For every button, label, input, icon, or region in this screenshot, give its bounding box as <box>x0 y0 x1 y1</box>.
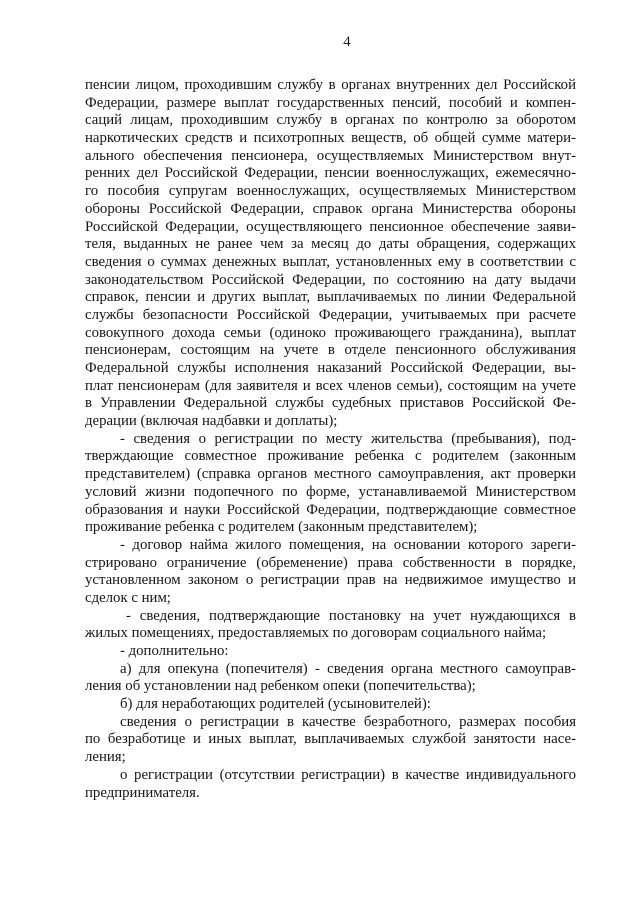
paragraph <box>85 537 576 608</box>
text-line: Федерации, размере выплат государственных пенсий, пособий и компен- <box>85 94 576 111</box>
paragraph <box>85 608 576 643</box>
text-line: теля, выданных не ранее чем за месяц до даты обращения, содержащих <box>85 236 576 253</box>
text-line: наркотических средств и психотропных веществ, об общей сумме матери- <box>85 130 576 147</box>
text-line: законодательством Российской Федерации, по состоянию на дату выдачи <box>85 271 576 288</box>
text-line: службы безопасности Российской Федерации, учитываемых при расчете <box>85 306 576 323</box>
text-line: пенсионерам, состоящим на учете в отделе пенсионного обслуживания <box>85 342 576 359</box>
text-line: о регистрации (отсутствии регистрации) в качестве индивидуального <box>120 766 576 783</box>
text-line: проживание ребенка с родителем (законным представителем); <box>85 519 478 536</box>
text-line: го пособия супругам военнослужащих, осуществляемых Министерством <box>85 183 576 200</box>
text-line: - сведения, подтверждающие постановку на учет нуждающихся в <box>126 607 576 624</box>
paragraph <box>85 643 576 661</box>
paragraph <box>85 767 576 802</box>
text-line: - сведения о регистрации по месту жительства (пребывания), под- <box>120 430 576 447</box>
text-line: плат пенсионерам (для заявителя и всех членов семьи), состоящим на учете <box>85 377 576 394</box>
text-line: пенсии лицом, проходившим службу в органах внутренних дел Российской <box>85 77 576 93</box>
paragraph <box>85 696 576 714</box>
text-line: обороны Российской Федерации, справок органа Министерства обороны <box>85 200 576 217</box>
paragraph <box>85 661 576 696</box>
text-line: условий жизни подопечного по форме, устанавливаемой Министерством <box>85 483 576 500</box>
paragraph <box>85 431 576 537</box>
text-line: ления об установлении над ребенком опеки (попечительства); <box>85 678 476 695</box>
page-number: 4 <box>343 34 351 50</box>
text-line: справок, пенсии и других выплат, выплачиваемых по линии Федеральной <box>85 289 576 306</box>
text-line: предпринимателя. <box>85 784 200 801</box>
text-line: представителем) (справка органов местного самоуправления, акт проверки <box>85 466 576 483</box>
text-line: б) для неработающих родителей (усыновителей): <box>120 696 431 713</box>
text-line: сведения о регистрации в качестве безработного, размерах пособия <box>120 713 576 730</box>
text-line: тверждающие совместное проживание ребенка с родителем (законным <box>85 448 576 465</box>
text-line: ления; <box>85 749 126 766</box>
text-line: установленном законом о регистрации прав на недвижимое имущество и <box>85 572 576 589</box>
text-line: совокупного дохода семьи (одиноко проживающего гражданина), выплат <box>85 324 576 341</box>
body-text <box>85 77 576 802</box>
text-line: - дополнительно: <box>120 643 229 659</box>
paragraph <box>85 77 576 431</box>
text-line: Российской Федерации, осуществляющего пенсионное обеспечение заяви- <box>85 218 576 235</box>
text-line: дерации (включая надбавки и доплаты); <box>85 413 338 430</box>
text-line: по безработице и иных выплат, выплачиваемых службой занятости насе- <box>85 731 576 748</box>
text-line: ального обеспечения пенсионера, осуществляемых Министерством внут- <box>85 147 576 164</box>
text-line: а) для опекуна (попечителя) - сведения органа местного самоуправ- <box>120 660 576 677</box>
text-line: - договор найма жилого помещения, на основании которого зареги- <box>120 536 576 553</box>
text-line: саций лицам, проходившим службу в органах по контролю за оборотом <box>85 112 576 129</box>
text-line: образования и науки Российской Федерации, подтверждающие совместное <box>85 501 576 518</box>
text-line: сведения о суммах денежных выплат, установленных ему в соответствии с <box>85 253 576 270</box>
text-line: жилых помещениях, предоставляемых по договорам социального найма; <box>85 625 547 642</box>
text-line: сделок с ним; <box>85 589 171 606</box>
text-line: стрировано ограничение (обременение) права собственности в порядке, <box>85 554 576 571</box>
text-line: в Управлении Федеральной службы судебных приставов Российской Фе- <box>85 395 576 412</box>
paragraph <box>85 714 576 767</box>
text-line: Федеральной службы исполнения наказаний Российской Федерации, вы- <box>85 360 576 376</box>
text-line: ренних дел Российской Федерации, пенсии военнослужащих, ежемесячно- <box>85 165 576 182</box>
